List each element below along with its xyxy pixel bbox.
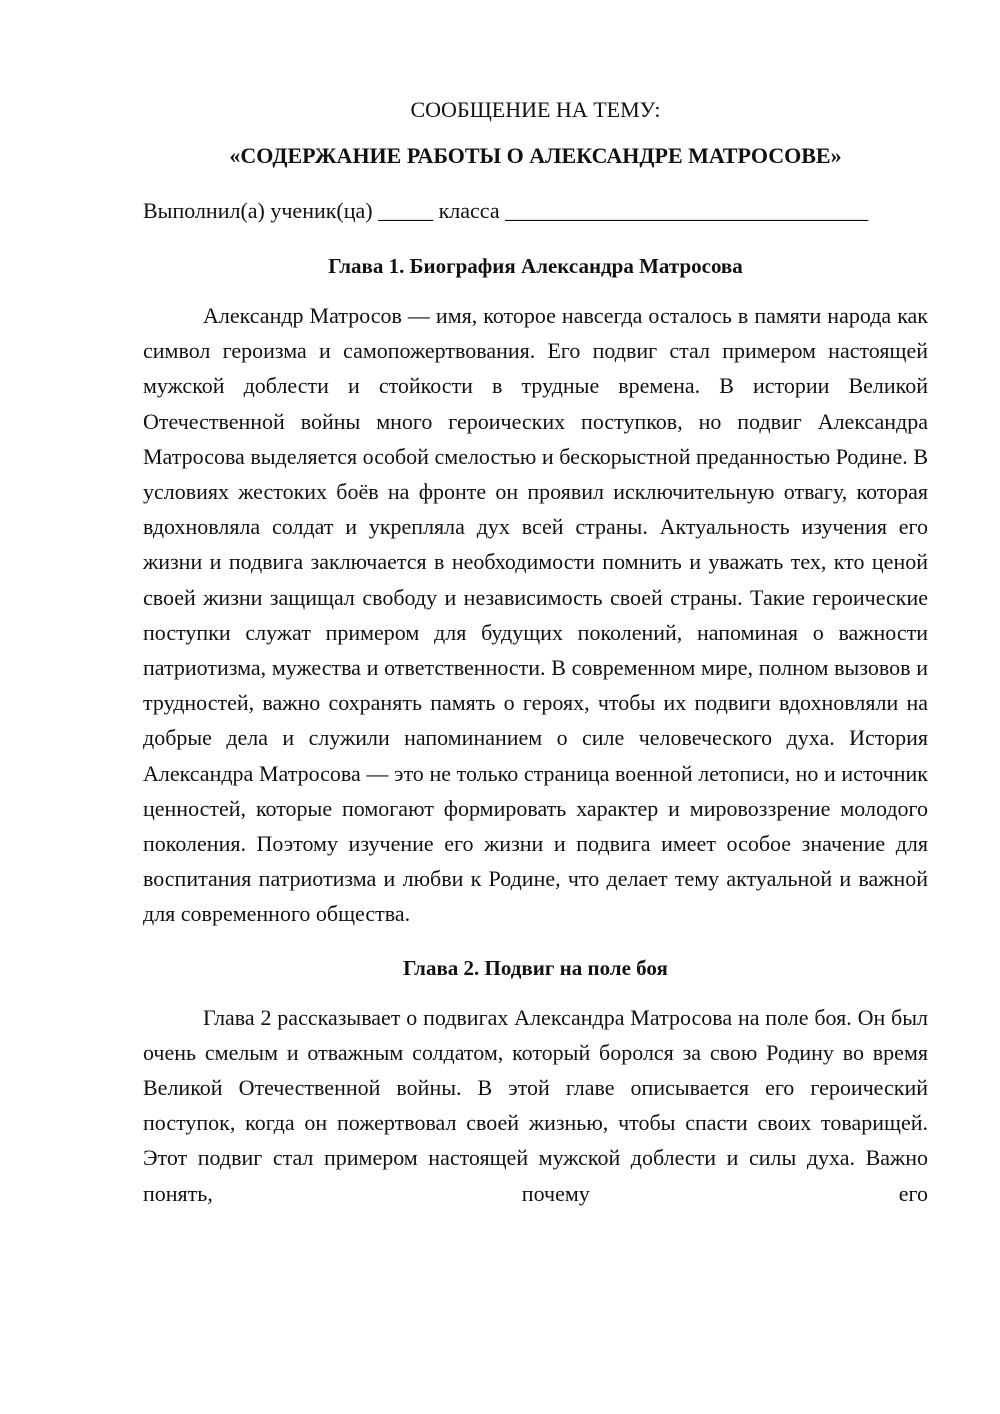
document-page (143, 92, 928, 1211)
document-title-label: СООБЩЕНИЕ НА ТЕМУ: (410, 97, 661, 122)
chapter-1-paragraph: Александр Матросов — имя, которое навсегда осталось в памяти народа как символ героизма и самопожертвования. Его подвиг стал примером настоящей мужской доблести и стойкости в трудные времена. В истории Великой Отечественной войны много героических поступков, но подвиг Александра Матросова выделяется особой смелостью и бескорыстной преданностью Родине. В условиях жестоких боёв на фронте он проявил исключительную отвагу, которая вдохновляла солдат и укрепляла дух всей страны. Актуальность изучения его жизни и подвига заключается в необходимости помнить и уважать тех, кто ценой своей жизни защищал свободу и независимость своей страны. Такие героические поступки служат примером для будущих поколений, напоминая о важности патриотизма, мужества и ответственности. В современном мире, полном вызовов и трудностей, важно сохранять память о героях, чтобы их подвиги вдохновляли на добрые дела и служили напоминанием о силе человеческого духа. История Александра Матросова — это не только страница военной летописи, но и источник ценностей, которые помогают формировать характер и мировоззрение молодого поколения. Поэтому изучение его жизни и подвига имеет особое значение для воспитания патриотизма и любви к Родине, что делает тему актуальной и важной для современного общества. (143, 303, 928, 927)
chapter-2-paragraph: Глава 2 рассказывает о подвигах Александра Матросова на поле боя. Он был очень смелым и отважным солдатом, который боролся за свою Родину во время Великой Отечественной войны. В этой главе описывается его героический поступок, когда он пожертвовал своей жизнью, чтобы спасти своих товарищей. Этот подвиг стал примером настоящей мужской доблести и силы духа. Важно понять, почему его (143, 1004, 928, 1206)
document-topic-title: «СОДЕРЖАНИЕ РАБОТЫ О АЛЕКСАНДРЕ МАТРОСОВЕ» (229, 143, 842, 168)
chapter-1-heading: Глава 1. Биография Александра Матросова (328, 254, 743, 278)
performer-line: Выполнил(а) ученик(ца) _____ класса _________________________________ (143, 198, 869, 223)
chapter-2-heading: Глава 2. Подвиг на поле боя (403, 955, 668, 980)
